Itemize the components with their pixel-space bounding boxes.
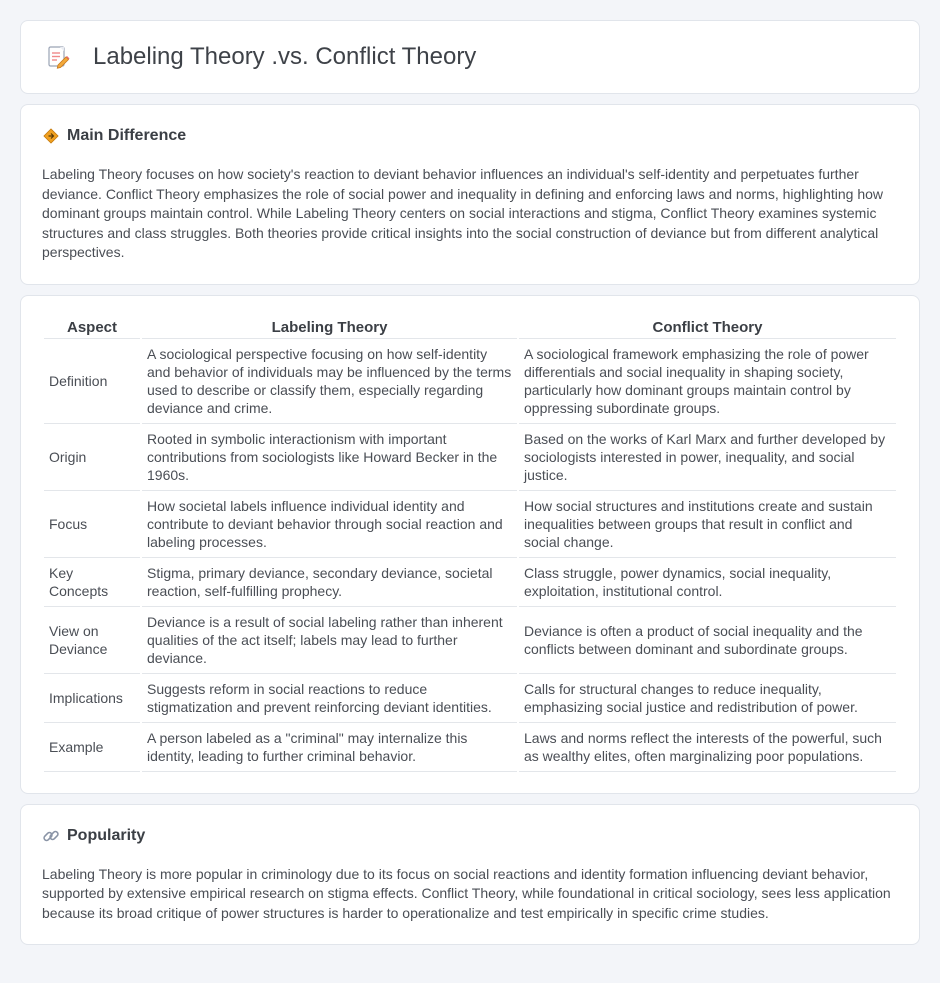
table-row [44,558,896,607]
conflict-cell: Based on the works of Karl Marx and further developed by sociologists interested in power, inequality, and social justice. [519,424,896,491]
popularity-heading-row [42,827,898,845]
table-row [44,607,896,674]
comparison-card [20,295,920,794]
table-row [44,723,896,772]
table-row [44,674,896,723]
header-aspect: Aspect [44,316,140,339]
conflict-cell: How social structures and institutions create and sustain inequalities between groups that result in conflict and social change. [519,491,896,558]
conflict-cell: A sociological framework emphasizing the role of power differentials and social inequality in shaping society, particularly how dominant groups maintain control by oppressing subordinate groups. [519,339,896,424]
aspect-cell: Example [44,723,140,772]
main-difference-heading: Main Difference [67,127,187,144]
comparison-table [42,316,898,772]
diamond-signs-icon [42,127,60,145]
main-difference-heading-row [42,127,898,145]
aspect-cell: Focus [44,491,140,558]
labeling-cell: Stigma, primary deviance, secondary deviance, societal reaction, self-fulfilling prophecy. [142,558,517,607]
main-difference-text: Labeling Theory focuses on how society's reaction to deviant behavior influences an individual's self-identity and perpetuates further deviance. Conflict Theory emphasizes the role of social power and inequality in defining and enforcing laws and norms, highlighting how dominant groups maintain control. While Labeling Theory centers on social interactions and stigma, Conflict Theory examines systemic structures and class struggles. Both theories provide critical insights into the social construction of deviance but from different analytical perspectives. [42,166,884,260]
header-labeling-theory: Labeling Theory [142,316,517,339]
main-difference-card [20,104,920,285]
conflict-cell: Calls for structural changes to reduce inequality, emphasizing social justice and redistribution of power. [519,674,896,723]
link-icon [42,827,60,845]
aspect-cell: Implications [44,674,140,723]
popularity-text: Labeling Theory is more popular in criminology due to its focus on social reactions and identity formation influencing deviant behavior, supported by extensive empirical research on stigma effects. Conflict Theory, while foundational in critical sociology, sees less application because its broad critique of power structures is harder to operationalize and test empirically in specific crime studies. [42,865,891,921]
labeling-cell: How societal labels influence individual identity and contribute to deviant behavior through social reaction and labeling processes. [142,491,517,558]
table-row [44,491,896,558]
popularity-heading: Popularity [67,826,146,844]
header-card [20,20,920,94]
aspect-cell: Origin [44,424,140,491]
popularity-card [20,804,920,946]
conflict-cell: Class struggle, power dynamics, social inequality, exploitation, institutional control. [519,558,896,607]
header-conflict-theory: Conflict Theory [519,316,896,339]
table-header-row [44,316,896,339]
labeling-cell: Suggests reform in social reactions to reduce stigmatization and prevent reinforcing deviant identities. [142,674,517,723]
labeling-cell: A person labeled as a "criminal" may internalize this identity, leading to further criminal behavior. [142,723,517,772]
table-row [44,424,896,491]
aspect-cell: View on Deviance [44,607,140,674]
conflict-cell: Laws and norms reflect the interests of the powerful, such as wealthy elites, often marginalizing poor populations. [519,723,896,772]
labeling-cell: Deviance is a result of social labeling rather than inherent qualities of the act itself; labels may lead to further deviance. [142,607,517,674]
aspect-cell: Definition [44,339,140,424]
table-row [44,339,896,424]
document-pencil-icon [45,44,71,70]
aspect-cell: Key Concepts [44,558,140,607]
labeling-cell: Rooted in symbolic interactionism with important contributions from sociologists like Howard Becker in the 1960s. [142,424,517,491]
page-title: Labeling Theory .vs. Conflict Theory [93,43,477,70]
conflict-cell: Deviance is often a product of social inequality and the conflicts between dominant and subordinate groups. [519,607,896,674]
labeling-cell: A sociological perspective focusing on how self-identity and behavior of individuals may be influenced by the terms used to describe or classify them, especially regarding deviance and crime. [142,339,517,424]
